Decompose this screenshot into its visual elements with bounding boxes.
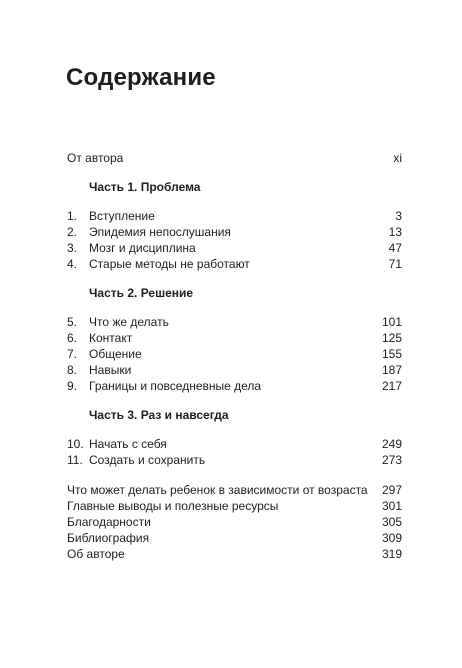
chapter-number: 4. — [67, 257, 78, 271]
chapter-title: Общение — [89, 347, 142, 361]
toc-row — [67, 378, 402, 394]
appendix-title: Об авторе — [67, 547, 125, 561]
chapter-title: Контакт — [89, 331, 133, 345]
table-of-contents — [67, 150, 402, 562]
chapter-title: Создать и сохранить — [89, 453, 206, 467]
chapter-number: 9. — [67, 379, 78, 393]
chapter-number: 5. — [67, 315, 78, 329]
toc-page-number: 187 — [381, 363, 402, 377]
chapter-title: Старые методы не работают — [89, 257, 250, 271]
chapter-title: Начать с себя — [89, 437, 167, 451]
part-heading-3: Часть 3. Раз и навсегда — [89, 408, 229, 422]
toc-page-number: 309 — [381, 531, 402, 545]
chapter-title: Вступление — [89, 209, 155, 223]
toc-row — [67, 240, 402, 256]
chapter-title: Эпидемия непослушания — [89, 225, 231, 239]
toc-page-number: 319 — [381, 547, 402, 561]
chapter-title: Мозг и дисциплина — [89, 241, 196, 255]
toc-row — [67, 208, 402, 224]
toc-label: От автора — [67, 151, 124, 165]
chapter-number: 1. — [67, 209, 78, 223]
toc-page-number: 249 — [381, 437, 402, 451]
toc-row — [67, 346, 402, 362]
toc-page-number: 71 — [388, 257, 402, 271]
toc-row — [67, 330, 402, 346]
chapter-number: 6. — [67, 331, 78, 345]
chapter-number: 11. — [67, 453, 83, 467]
toc-row — [67, 436, 402, 452]
toc-page-number: 47 — [388, 241, 402, 255]
toc-row-appendix — [67, 514, 402, 530]
appendix-title: Благодарности — [67, 515, 151, 529]
chapter-number: 2. — [67, 225, 78, 239]
toc-page-number: 305 — [381, 515, 402, 529]
toc-row-preface — [67, 150, 402, 166]
toc-page-number: 125 — [381, 331, 402, 345]
toc-page-number: 101 — [381, 315, 402, 329]
toc-row — [67, 256, 402, 272]
toc-row-appendix — [67, 530, 402, 546]
chapter-title: Что же делать — [89, 315, 169, 329]
chapter-number: 10. — [67, 437, 84, 451]
toc-page-number: 217 — [381, 379, 402, 393]
toc-row — [67, 314, 402, 330]
toc-page-number: 3 — [395, 209, 402, 223]
toc-page-number: 297 — [381, 483, 402, 497]
chapter-number: 7. — [67, 347, 78, 361]
page-title: Содержание — [66, 64, 216, 91]
toc-page-number: 155 — [381, 347, 402, 361]
appendix-title: Библиография — [67, 531, 150, 545]
toc-page-number: xi — [393, 151, 402, 165]
toc-row-appendix — [67, 482, 402, 498]
toc-row — [67, 452, 402, 468]
toc-row-appendix — [67, 498, 402, 514]
appendix-title: Главные выводы и полезные ресурсы — [67, 499, 279, 513]
toc-page-number: 273 — [381, 453, 402, 467]
toc-row — [67, 224, 402, 240]
toc-page-number: 13 — [388, 225, 402, 239]
chapter-title: Границы и повседневные дела — [89, 379, 262, 393]
toc-row — [67, 362, 402, 378]
chapter-number: 8. — [67, 363, 78, 377]
toc-row-appendix — [67, 546, 402, 562]
part-heading-1: Часть 1. Проблема — [89, 180, 201, 194]
part-heading-2: Часть 2. Решение — [89, 286, 194, 300]
appendix-title: Что может делать ребенок в зависимости от возраста — [67, 483, 368, 497]
toc-page-number: 301 — [381, 499, 402, 513]
chapter-title: Навыки — [89, 363, 132, 377]
chapter-number: 3. — [67, 241, 78, 255]
